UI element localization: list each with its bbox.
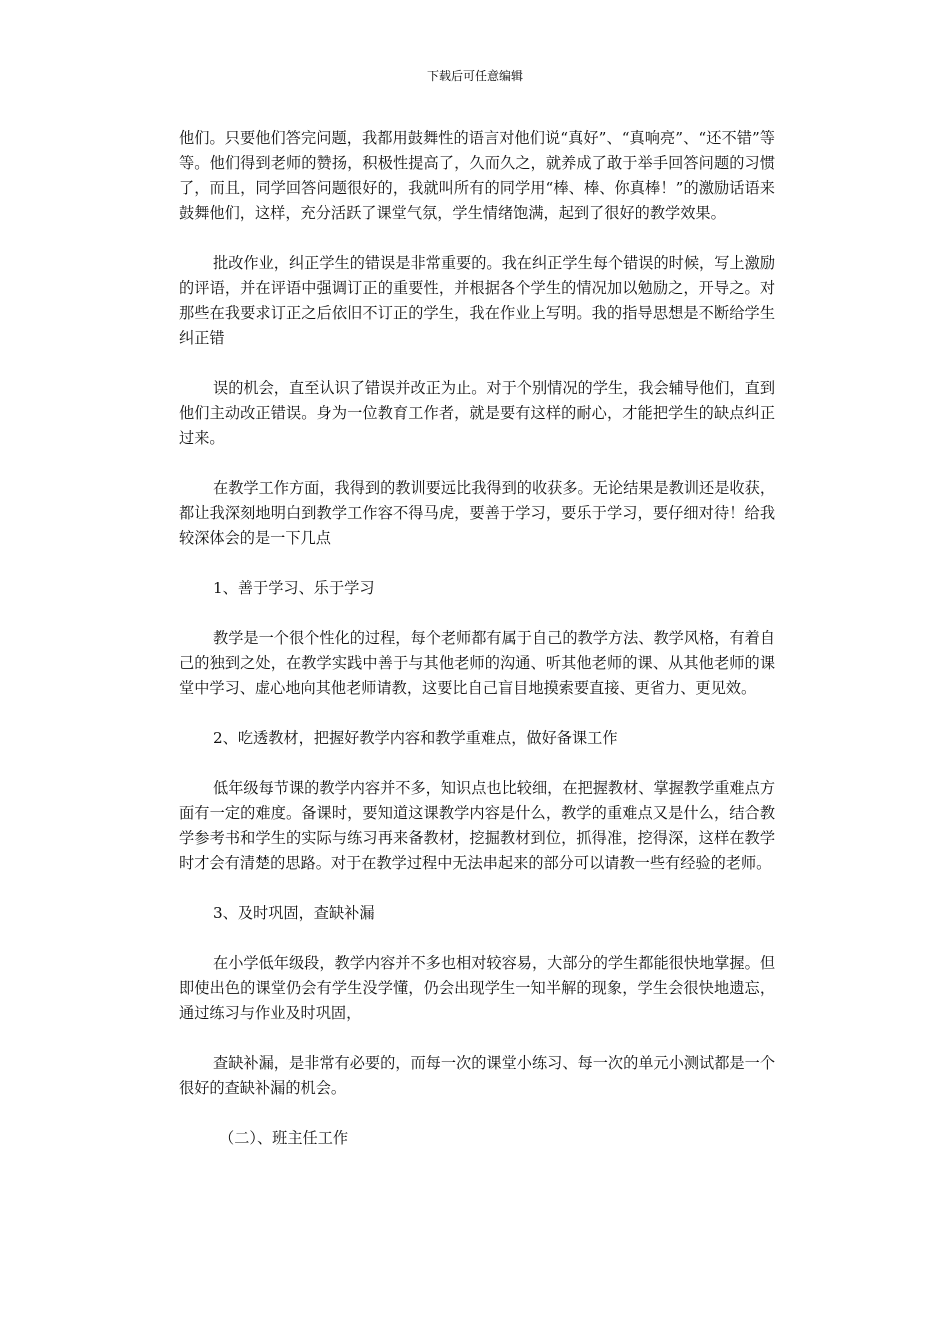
paragraph-consolidation: 在小学低年级段，教学内容并不多也相对较容易，大部分的学生都能很快地掌握。但即使出色的课堂仍会有学生没学懂，仍会出现学生一知半解的现象，学生会很快地遗忘，通过练习与作业及时巩固， <box>179 954 775 1022</box>
paragraph-lesson-prep: 低年级每节课的教学内容并不多，知识点也比较细，在把握教材、掌握教学重难点方面有一定的难度。备课时，要知道这课教学内容是什么，教学的重难点又是什么，结合教学参考书和学生的实际与练习再来备教材，挖掘教材到位，抓得准，挖得深，这样在教学时才会有清楚的思路。对于在教学过程中无法串起来的部分可以请教一些有经验的老师。 <box>179 779 775 872</box>
document-body <box>179 126 775 1151</box>
section-heading-2: 2、吃透教材，把握好教学内容和教学重难点，做好备课工作 <box>213 729 618 747</box>
paragraph-learning: 教学是一个很个性化的过程，每个老师都有属于自己的教学方法、教学风格，有着自己的独到之处，在教学实践中善于与其他老师的沟通、听其他老师的课、从其他老师的课堂中学习、虚心地向其他老师请教，这要比自己盲目地摸索要直接、更省力、更见效。 <box>179 629 775 697</box>
section-heading-3: 3、及时巩固，查缺补漏 <box>213 904 375 922</box>
section-heading-1: 1、善于学习、乐于学习 <box>213 579 375 597</box>
paragraph-lessons-learned: 在教学工作方面，我得到的教训要远比我得到的收获多。无论结果是教训还是收获，都让我深刻地明白到教学工作容不得马虎，要善于学习，要乐于学习，要仔细对待！给我较深体会的是一下几点 <box>179 479 775 547</box>
page-header: 下载后可任意编辑 <box>426 69 523 83</box>
paragraph-patience: 误的机会，直至认识了错误并改正为止。对于个别情况的学生，我会辅导他们，直到他们主动改正错误。身为一位教育工作者，就是要有这样的耐心，才能把学生的缺点纠正过来。 <box>179 379 775 447</box>
section-heading-class-teacher: （二）、班主任工作 <box>219 1129 349 1147</box>
paragraph-encouragement: 他们。只要他们答完问题，我都用鼓舞性的语言对他们说“真好”、“真响亮”、“还不错”等等。他们得到老师的赞扬，积极性提高了，久而久之，就养成了敢于举手回答问题的习惯了，而且，同学回答问题很好的，我就叫所有的同学用“棒、棒、你真棒！”的激励话语来鼓舞他们，这样，充分活跃了课堂气氛，学生情绪饱满，起到了很好的教学效果。 <box>179 129 775 222</box>
paragraph-homework-correction: 批改作业，纠正学生的错误是非常重要的。我在纠正学生每个错误的时候，写上激励的评语，并在评语中强调订正的重要性，并根据各个学生的情况加以勉励之，开导之。对那些在我要求订正之后依旧不订正的学生，我在作业上写明。我的指导思想是不断给学生纠正错 <box>179 254 775 347</box>
paragraph-fill-gaps: 查缺补漏，是非常有必要的，而每一次的课堂小练习、每一次的单元小测试都是一个很好的查缺补漏的机会。 <box>179 1054 775 1097</box>
